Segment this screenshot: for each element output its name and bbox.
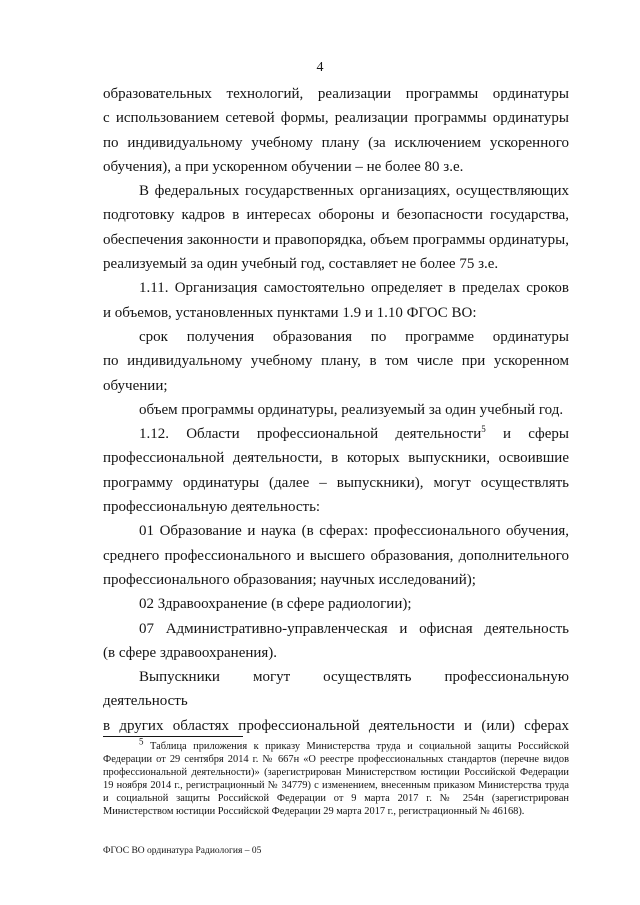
text-line-text-after: и сферы <box>485 426 569 443</box>
footnote-line <box>103 805 569 818</box>
text-line-text: по индивидуальному учебному плану (за исключением ускоренного <box>103 134 569 151</box>
text-line-text: по индивидуальному учебному плану, в том числе при ускоренном <box>103 353 569 370</box>
text-line-text: 1.12. Области профессиональной деятельности <box>139 426 482 443</box>
text-line <box>103 82 569 106</box>
footnote-line-text: и социальной защиты Российской Федерации от 9 марта 2017 г. № 254н (зарегистрирован <box>103 793 569 804</box>
text-line-text: обеспечения законности и правопорядка, объем программы ординатуры, <box>103 231 569 248</box>
text-line <box>103 155 569 179</box>
text-line-text: обучении; <box>103 377 168 394</box>
footnote-reference: 5 <box>481 424 486 435</box>
text-line-text: в других областях профессиональной деятельности и (или) сферах <box>103 717 569 734</box>
text-line-text: и объемов, установленных пунктами 1.9 и 1.10 ФГОС ВО: <box>103 304 477 321</box>
text-line <box>103 617 569 641</box>
text-line-text: профессиональную деятельность: <box>103 499 321 516</box>
text-line <box>103 179 569 203</box>
text-line <box>103 422 569 446</box>
footnote-line-text: Федерации от 29 сентября 2014 г. № 667н «О реестре профессиональных стандартов (перечне видов <box>103 754 569 765</box>
footnote-line <box>103 779 569 792</box>
text-line-text: Выпускники могут осуществлять профессиональную деятельность <box>103 669 569 710</box>
footnote-line-text: Таблица приложения к приказу Министерства труда и социальной защиты Российской <box>150 741 569 752</box>
text-line-text: 02 Здравоохранение (в сфере радиологии); <box>139 596 412 613</box>
text-line <box>103 471 569 495</box>
footnote-line <box>103 792 569 805</box>
text-line-text: обучения), а при ускоренном обучении – не более 80 з.е. <box>103 158 464 175</box>
text-line <box>103 374 569 398</box>
text-line <box>103 276 569 300</box>
footnote-line-text: Министерством юстиции Российской Федерации 29 марта 2017 г., регистрационный № 46168). <box>103 806 525 817</box>
text-line <box>103 301 569 325</box>
text-line-text: профессиональной деятельности, в которых выпускники, освоившие <box>103 450 569 467</box>
text-line-text: объем программы ординатуры, реализуемый за один учебный год. <box>139 401 564 418</box>
text-line-text: образовательных технологий, реализации программы ординатуры <box>103 86 569 102</box>
footnote-line <box>103 736 569 753</box>
footnote-line <box>103 753 569 766</box>
text-line-text: В федеральных государственных организациях, осуществляющих <box>139 183 569 200</box>
text-line <box>103 665 569 714</box>
text-line <box>103 544 569 568</box>
page-number: 4 <box>316 60 324 75</box>
text-line-text: реализуемый за один учебный год, составляет не более 75 з.е. <box>103 256 499 273</box>
text-line <box>103 325 569 349</box>
text-line-text: с использованием сетевой формы, реализации программы ординатуры <box>103 110 569 127</box>
text-line <box>103 349 569 373</box>
text-line <box>103 592 569 616</box>
text-line <box>103 519 569 543</box>
text-line <box>103 131 569 155</box>
text-line <box>103 446 569 470</box>
footnote-line <box>103 766 569 779</box>
document-footer: ФГОС ВО ординатура Радиология – 05 <box>103 846 262 856</box>
text-line-text: профессионального образования; научных исследований); <box>103 571 476 588</box>
footnote-line-text: профессиональной деятельности)» (зарегистрирован Министерством юстиции Российской Федерации <box>103 767 569 778</box>
footnote-line-text: 19 ноября 2014 г., регистрационный № 34779) с изменением, внесенным приказом Министерства труда <box>103 780 569 791</box>
text-line-text: программу ординатуры (далее – выпускники), могут осуществлять <box>103 474 569 491</box>
text-line-text: 1.11. Организация самостоятельно определяет в пределах сроков <box>139 280 569 297</box>
text-line-text: подготовку кадров в интересах обороны и безопасности государства, <box>103 207 569 224</box>
text-line-text: 01 Образование и наука (в сферах: профессионального обучения, <box>139 523 569 540</box>
text-line <box>103 106 569 130</box>
text-line <box>103 495 569 519</box>
text-line <box>103 641 569 665</box>
body-text <box>103 82 569 738</box>
text-line-text: среднего профессионального и высшего образования, дополнительного <box>103 547 569 564</box>
text-line <box>103 714 569 738</box>
text-line <box>103 568 569 592</box>
text-line-text: срок получения образования по программе ординатуры <box>139 328 569 345</box>
text-line <box>103 203 569 227</box>
text-line-text: (в сфере здравоохранения). <box>103 644 278 661</box>
text-line <box>103 228 569 252</box>
text-line <box>103 398 569 422</box>
footnote <box>103 736 569 818</box>
text-line-text: 07 Административно-управленческая и офисная деятельность <box>139 620 569 637</box>
footnote-marker: 5 <box>139 736 144 747</box>
footnote-divider <box>103 736 243 737</box>
text-line <box>103 252 569 276</box>
